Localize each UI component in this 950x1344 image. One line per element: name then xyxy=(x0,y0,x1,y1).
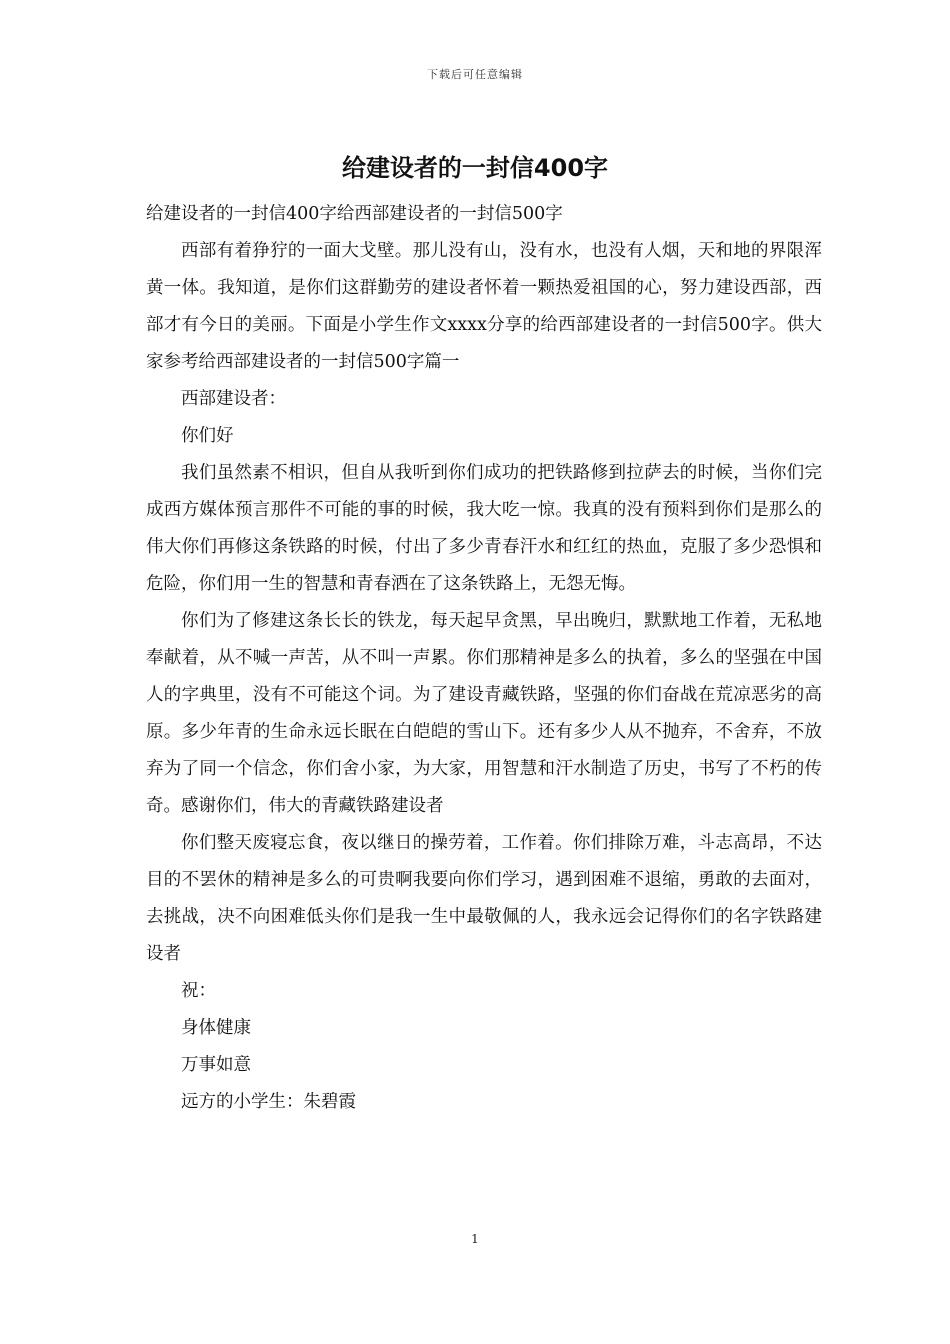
document-title: 给建设者的一封信400字 xyxy=(341,154,609,182)
subtitle-line: 给建设者的一封信400字给西部建设者的一封信500字 xyxy=(146,204,563,224)
paragraph-body-2: 你们为了修建这条长长的铁龙，每天起早贪黑，早出晚归，默默地工作着，无私地奉献着，从不喊一声苦，从不叫一声累。你们那精神是多么的执着，多么的坚强在中国人的字典里，没有不可能这个词。为了建设青藏铁路，坚强的你们奋战在荒凉恶劣的高原。多少年青的生命永远长眠在白皑皑的雪山下。还有多少人从不抛弃，不舍弃，不放弃为了同一个信念，你们舍小家，为大家，用智慧和汗水制造了历史，书写了不朽的传奇。感谢你们，伟大的青藏铁路建设者 xyxy=(146,611,822,816)
closing-wish-label: 祝： xyxy=(181,981,216,1001)
paragraph-intro: 西部有着狰狞的一面大戈壁。那儿没有山，没有水，也没有人烟，天和地的界限浑黄一体。我知道，是你们这群勤劳的建设者怀着一颗热爱祖国的心，努力建设西部，西部才有今日的美丽。下面是小学生作文xxxx分享的给西部建设者的一封信500字。供大家参考给西部建设者的一封信500字篇一 xyxy=(146,241,822,372)
closing-wish-1: 身体健康 xyxy=(181,1018,251,1038)
salutation: 西部建设者： xyxy=(181,389,286,409)
header-note: 下载后可任意编辑 xyxy=(427,68,523,81)
closing-wish-2: 万事如意 xyxy=(181,1055,251,1075)
signature: 远方的小学生：朱碧霞 xyxy=(181,1092,356,1112)
paragraph-body-1: 我们虽然素不相识，但自从我听到你们成功的把铁路修到拉萨去的时候，当你们完成西方媒体预言那件不可能的事的时候，我大吃一惊。我真的没有预料到你们是那么的伟大你们再修这条铁路的时候，付出了多少青春汗水和红红的热血，克服了多少恐惧和危险，你们用一生的智慧和青春洒在了这条铁路上，无怨无悔。 xyxy=(146,463,822,594)
greeting: 你们好 xyxy=(181,426,234,446)
document-body xyxy=(146,196,822,1121)
page-number: 1 xyxy=(471,1232,479,1246)
paragraph-body-3: 你们整天废寝忘食，夜以继日的操劳着，工作着。你们排除万难，斗志高昂，不达目的不罢休的精神是多么的可贵啊我要向你们学习，遇到困难不退缩，勇敢的去面对，去挑战，决不向困难低头你们是我一生中最敬佩的人，我永远会记得你们的名字铁路建设者 xyxy=(146,833,822,964)
